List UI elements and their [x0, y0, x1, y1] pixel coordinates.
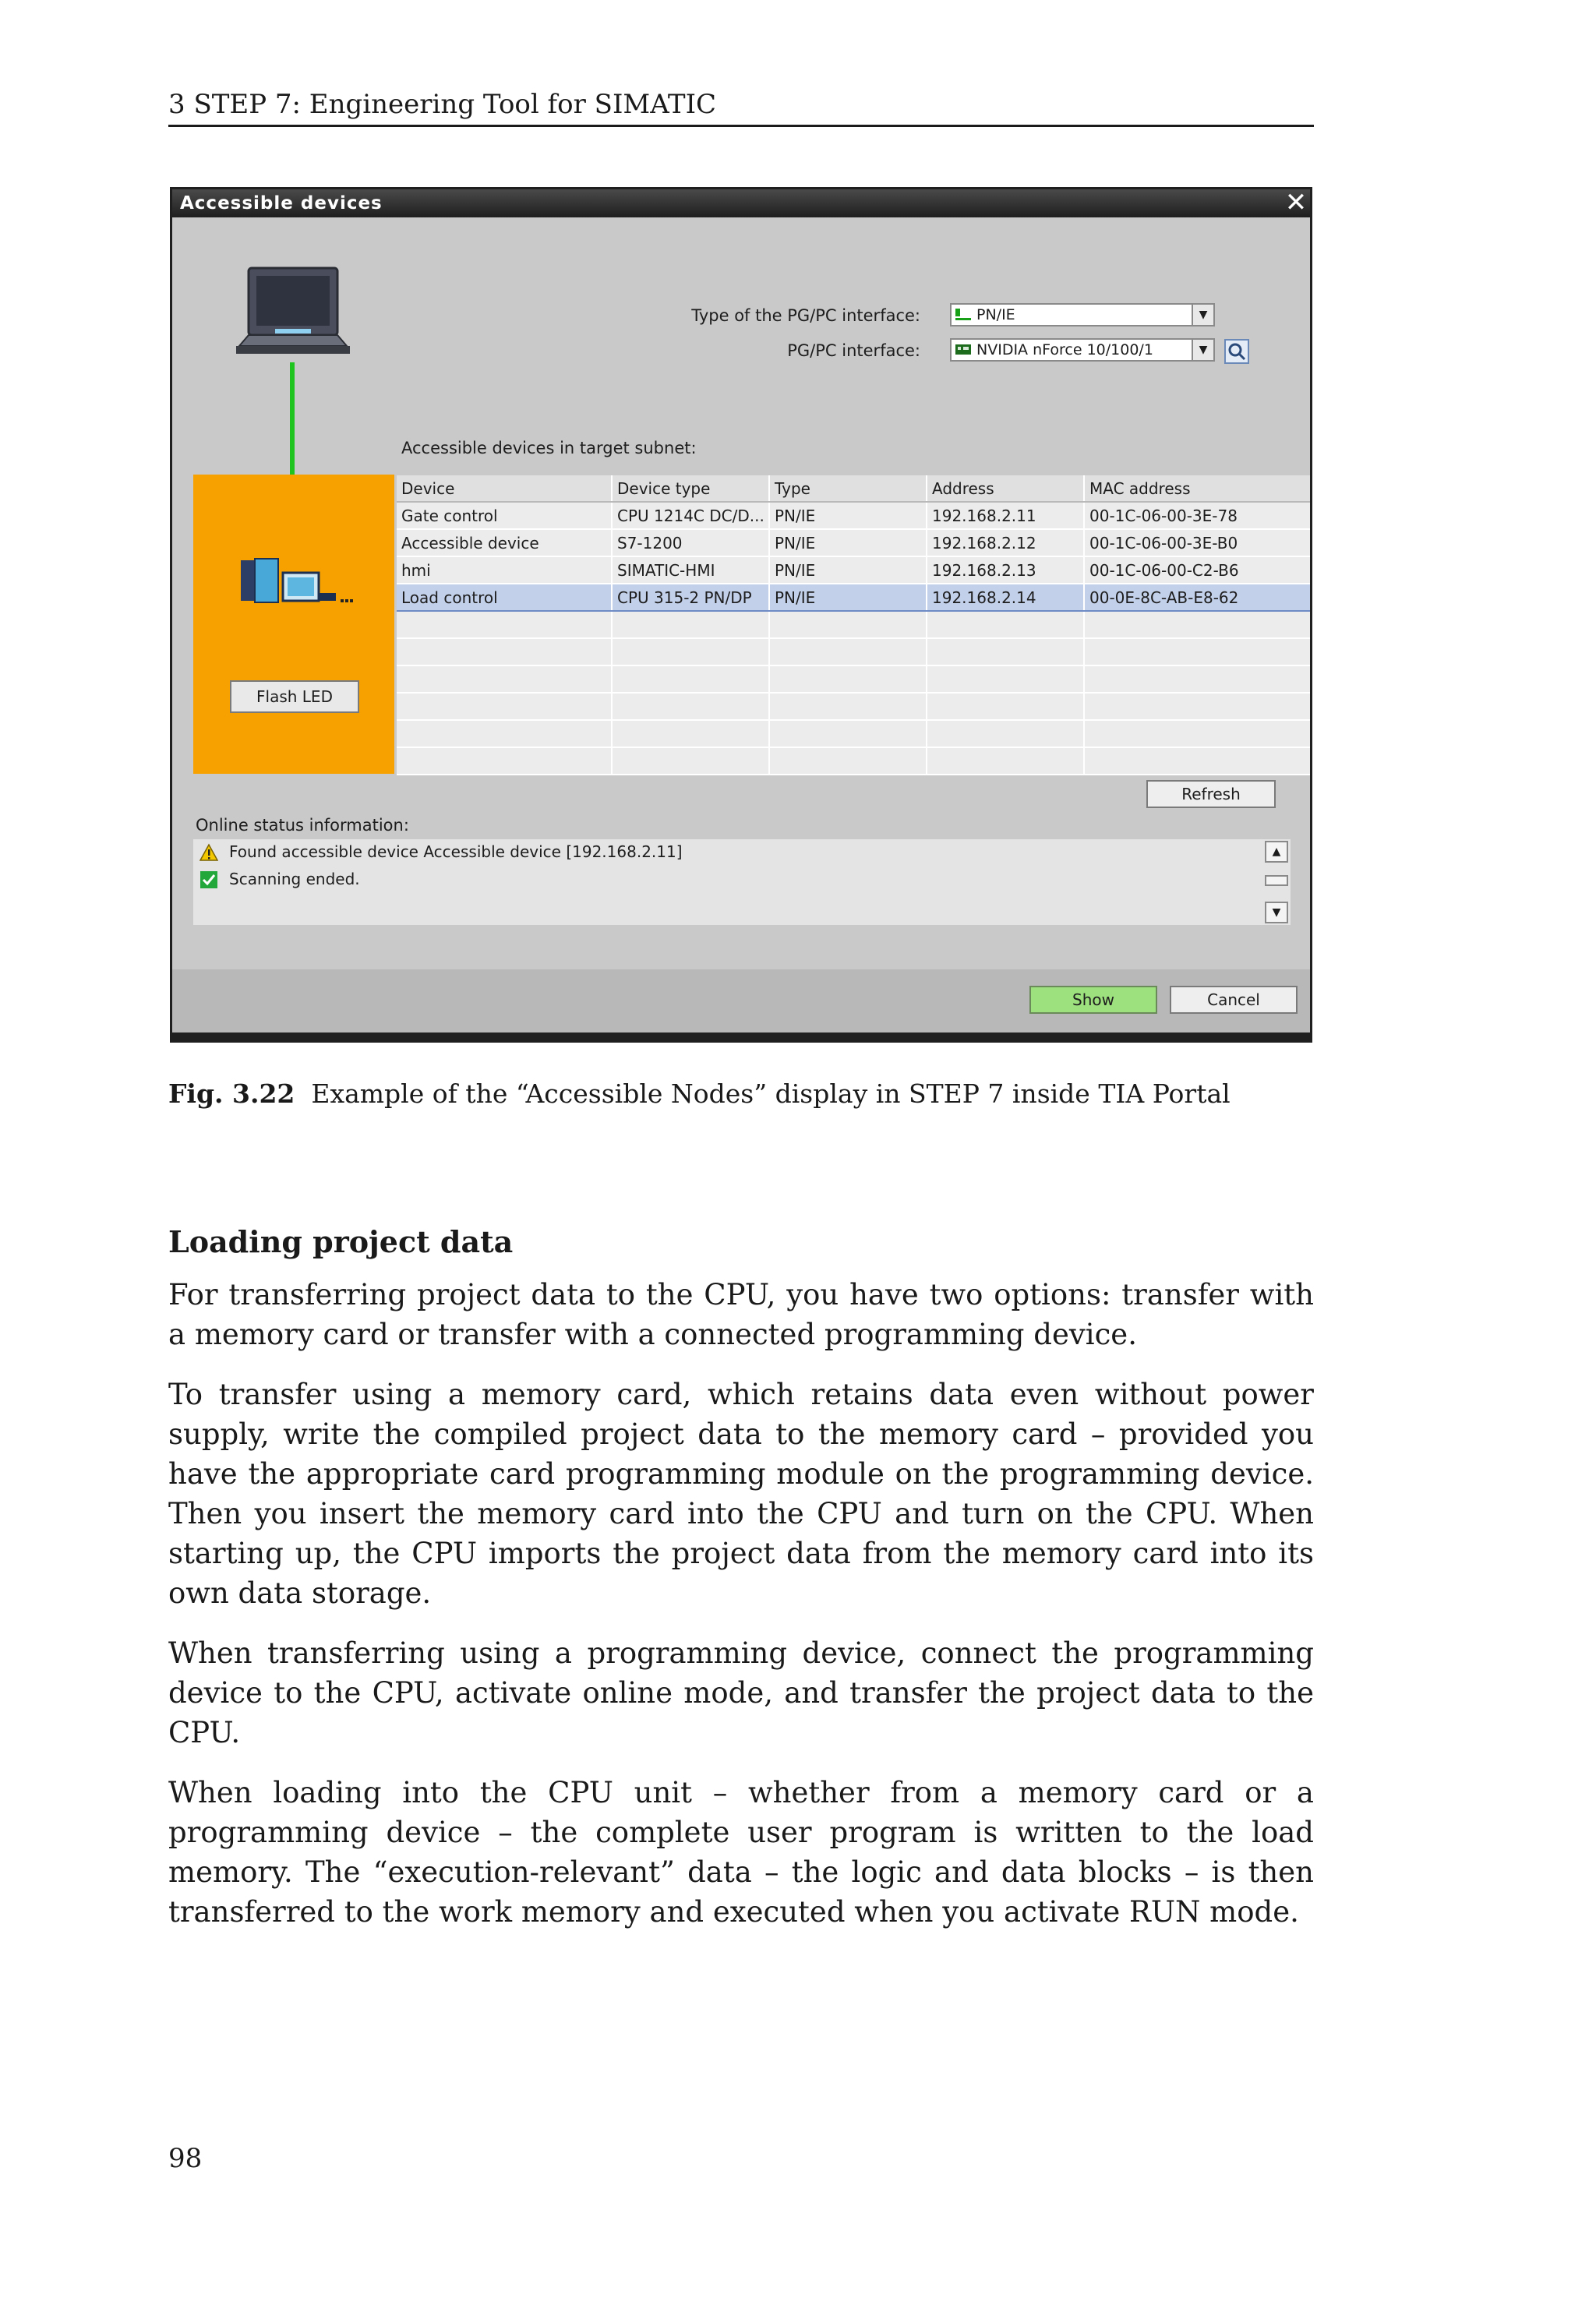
- cell-address: 192.168.2.13: [927, 556, 1084, 584]
- plc-devices-icon: [238, 552, 355, 607]
- cancel-button[interactable]: Cancel: [1170, 986, 1298, 1014]
- pgpc-interface-value: NVIDIA nForce 10/100/1: [976, 341, 1153, 358]
- target-device-panel: [193, 475, 394, 774]
- running-header: 3 STEP 7: Engineering Tool for SIMATIC: [168, 87, 1314, 127]
- accessible-devices-dialog: [170, 187, 1312, 1043]
- paragraph: To transfer using a memory card, which retains data even without power supply, write the compiled project data to the memory card – provided you have the appropriate card programming module on the programming device. Then you insert the memory card into the CPU and turn on the CPU. When starting up, the CPU imports the project data from the memory card into its own data storage.: [168, 1378, 1314, 1610]
- cell-device-type: CPU 315-2 PN/DP: [612, 584, 769, 611]
- show-button[interactable]: Show: [1029, 986, 1157, 1014]
- pgpc-type-select[interactable]: [950, 303, 1215, 327]
- cell-mac: 00-1C-06-00-3E-B0: [1084, 529, 1312, 556]
- refresh-button[interactable]: Refresh: [1146, 780, 1276, 808]
- pgpc-type-value: PN/IE: [976, 306, 1015, 323]
- cell-type: PN/IE: [769, 556, 927, 584]
- search-interface-button[interactable]: [1224, 339, 1249, 364]
- column-header-device-type[interactable]: Device type: [612, 475, 769, 502]
- figure-caption: [168, 1077, 1314, 1111]
- empty-row: [397, 665, 1312, 693]
- online-status-label: Online status information:: [196, 816, 409, 835]
- pgpc-interface-select[interactable]: [950, 338, 1215, 362]
- empty-row: [397, 693, 1312, 720]
- cell-address: 192.168.2.12: [927, 529, 1084, 556]
- pgpc-type-label: Type of the PG/PC interface:: [691, 306, 920, 325]
- paragraph: When transferring using a programming device, connect the programming device to the CPU, activate online mode, and transfer the project data to the CPU.: [168, 1636, 1314, 1749]
- paragraph: For transferring project data to the CPU, you have two options: transfer with a memory card or transfer with a connected programming device.: [168, 1278, 1314, 1351]
- empty-row: [397, 747, 1312, 775]
- body-text: [168, 1275, 1314, 1952]
- empty-row: [397, 611, 1312, 638]
- programming-device-laptop-icon: [235, 265, 351, 362]
- check-icon: [200, 870, 218, 889]
- dialog-title: Accessible devices: [172, 189, 1310, 217]
- magnifier-icon: [1226, 341, 1248, 362]
- cell-address: 192.168.2.11: [927, 502, 1084, 529]
- online-status-log: Found accessible device Accessible device [192.168.2.11] Scanning ended.: [193, 839, 1291, 925]
- table-header-row: [397, 475, 1312, 502]
- cell-device-type: S7-1200: [612, 529, 769, 556]
- subnet-label: Accessible devices in target subnet:: [401, 439, 697, 457]
- figure-caption-text: Example of the “Accessible Nodes” display in STEP 7 inside TIA Portal: [311, 1078, 1231, 1109]
- cell-device-type: CPU 1214C DC/D...: [612, 502, 769, 529]
- column-header-address[interactable]: Address: [927, 475, 1084, 502]
- flash-led-button[interactable]: Flash LED: [230, 680, 359, 713]
- empty-row: [397, 720, 1312, 747]
- cell-type: PN/IE: [769, 502, 927, 529]
- cell-device: Load control: [397, 584, 612, 611]
- pgpc-interface-label: PG/PC interface:: [787, 341, 920, 360]
- cell-device-type: SIMATIC-HMI: [612, 556, 769, 584]
- cell-type: PN/IE: [769, 529, 927, 556]
- scroll-down-icon[interactable]: ▼: [1265, 902, 1288, 923]
- dialog-bottom-border: [172, 1033, 1310, 1040]
- cell-device: Gate control: [397, 502, 612, 529]
- section-heading: Loading project data: [168, 1224, 514, 1259]
- cell-mac: 00-1C-06-00-C2-B6: [1084, 556, 1312, 584]
- cell-mac: 00-1C-06-00-3E-78: [1084, 502, 1312, 529]
- scroll-up-icon[interactable]: ▲: [1265, 841, 1288, 863]
- cell-type: PN/IE: [769, 584, 927, 611]
- page-number: 98: [168, 2143, 203, 2174]
- chevron-down-icon[interactable]: ▼: [1192, 305, 1213, 325]
- close-icon[interactable]: ✕: [1284, 187, 1308, 218]
- column-header-device[interactable]: Device: [397, 475, 612, 502]
- column-header-type[interactable]: Type: [769, 475, 927, 502]
- accessible-devices-table: [397, 475, 1312, 775]
- cell-mac: 00-0E-8C-AB-E8-62: [1084, 584, 1312, 611]
- table-row[interactable]: [397, 502, 1312, 529]
- scroll-thumb[interactable]: [1265, 875, 1288, 886]
- network-card-icon: [955, 343, 972, 357]
- table-row[interactable]: [397, 556, 1312, 584]
- status-scrollbar[interactable]: [1265, 839, 1291, 925]
- column-header-mac-address[interactable]: MAC address: [1084, 475, 1312, 502]
- paragraph: When loading into the CPU unit – whether from a memory card or a programming device – the complete user program is written to the load memory. The “execution-relevant” data – the logic and data blocks – is then transferred to the work memory and executed when you activate RUN mode.: [168, 1776, 1314, 1929]
- cell-address: 192.168.2.14: [927, 584, 1084, 611]
- cell-device: hmi: [397, 556, 612, 584]
- figure-label: Fig. 3.22: [168, 1078, 295, 1109]
- cell-device: Accessible device: [397, 529, 612, 556]
- chevron-down-icon[interactable]: ▼: [1192, 340, 1213, 360]
- network-icon: [955, 308, 972, 322]
- table-row[interactable]: [397, 529, 1312, 556]
- table-row-selected[interactable]: [397, 584, 1312, 611]
- warning-icon: [200, 843, 218, 862]
- empty-row: [397, 638, 1312, 665]
